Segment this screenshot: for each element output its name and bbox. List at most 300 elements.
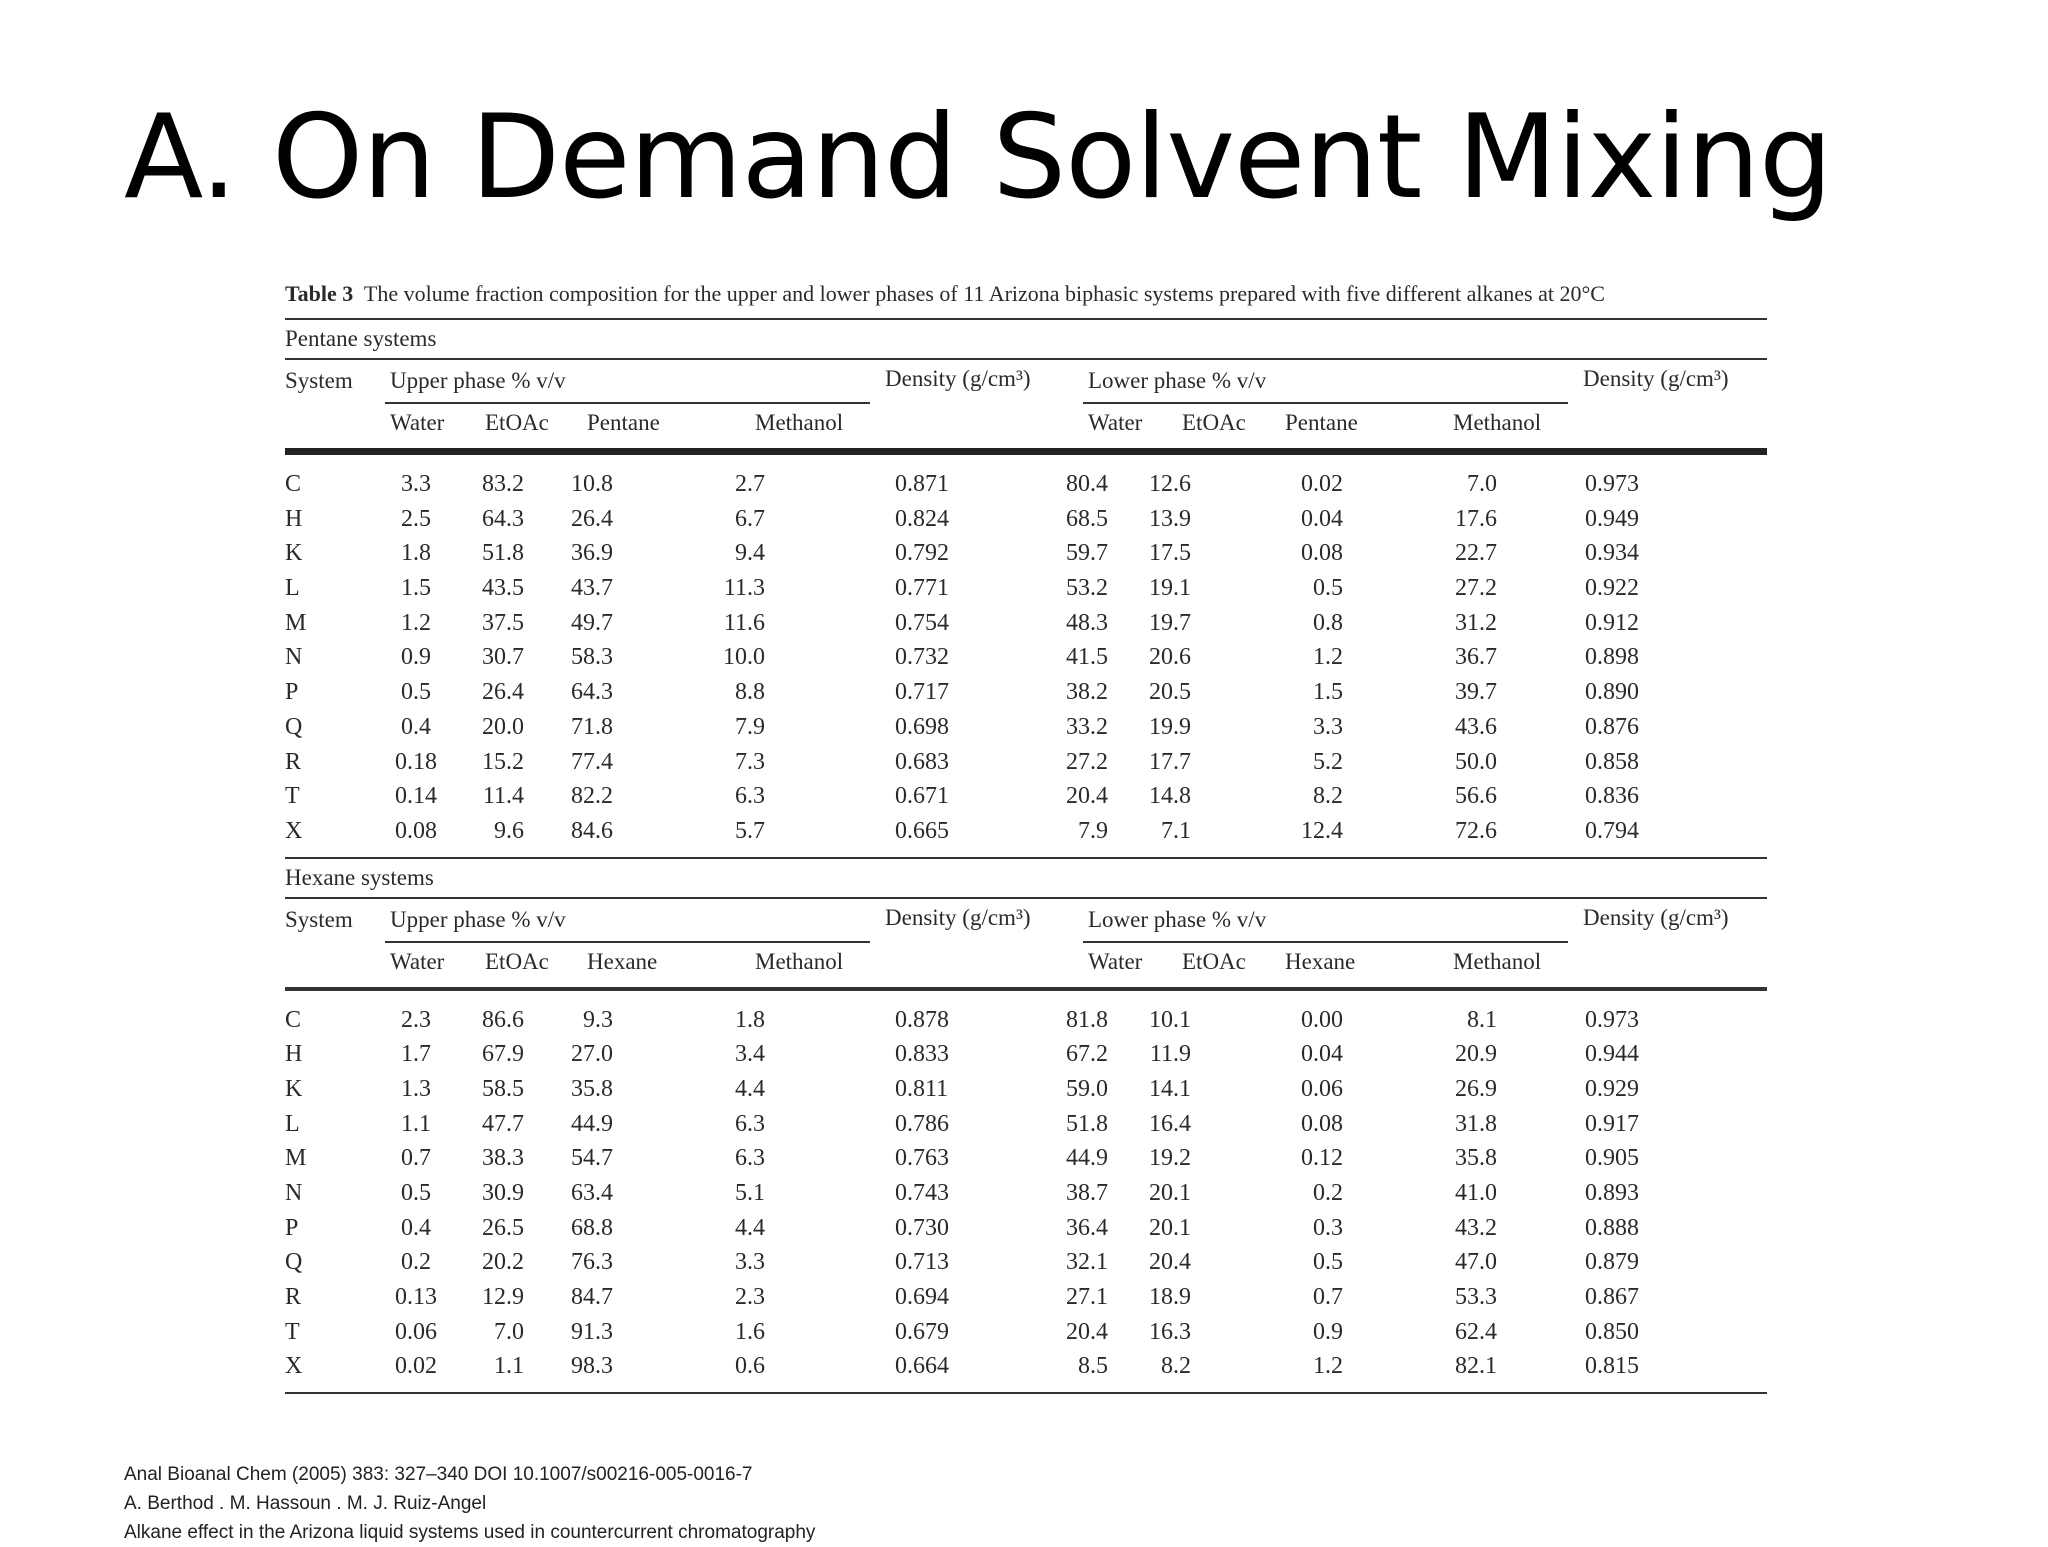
cell-lower-density: 0.890 <box>1585 679 1639 706</box>
citation-footer <box>124 1460 815 1547</box>
cell-lower-density: 0.867 <box>1585 1284 1639 1311</box>
table-row <box>285 779 1767 814</box>
cell-lower-alkane: 0.7 <box>1313 1284 1343 1311</box>
subheader-water: Water <box>390 410 445 435</box>
cell-upper-methanol: 1.8 <box>735 1006 765 1033</box>
table-row <box>285 1037 1767 1072</box>
table-row <box>285 710 1767 745</box>
table-row <box>285 1003 1767 1038</box>
citation-title: Alkane effect in the Arizona liquid systems used in countercurrent chromatography <box>124 1522 816 1543</box>
cell-lower-density: 0.973 <box>1585 471 1639 497</box>
cell-lower-etoac: 12.6 <box>1149 471 1191 497</box>
cell-upper-water: 3.3 <box>401 471 431 497</box>
cell-system: C <box>285 1006 302 1033</box>
table-caption-text: The volume fraction composition for the upper and lower phases of 11 Arizona biphasic systems prepared with five different alkanes at 20°C <box>363 281 1605 306</box>
cell-upper-alkane: 27.0 <box>571 1041 613 1068</box>
cell-lower-methanol: 41.0 <box>1455 1180 1497 1206</box>
section-hexane <box>285 857 1767 1395</box>
cell-upper-methanol: 9.4 <box>735 540 765 567</box>
cell-upper-water: 0.2 <box>401 1249 431 1276</box>
cell-upper-water: 0.08 <box>395 817 437 844</box>
cell-lower-methanol: 43.6 <box>1455 713 1497 740</box>
cell-upper-alkane: 63.4 <box>571 1180 613 1206</box>
table-row <box>285 1280 1767 1315</box>
table-header <box>285 899 1767 987</box>
subheader-etoac: EtOAc <box>485 948 549 974</box>
cell-upper-methanol: 8.8 <box>735 679 765 706</box>
subheader-etoac: EtOAc <box>1182 410 1246 435</box>
cell-lower-etoac: 19.9 <box>1149 713 1191 740</box>
cell-lower-etoac: 10.1 <box>1149 1006 1191 1033</box>
cell-lower-alkane: 1.2 <box>1313 644 1343 671</box>
cell-system: M <box>285 1145 307 1172</box>
header-lower-phase: Lower phase % v/v <box>1088 906 1267 932</box>
cell-upper-alkane: 84.7 <box>571 1284 613 1311</box>
cell-upper-density: 0.754 <box>895 609 949 636</box>
header-upper-phase: Upper phase % v/v <box>390 368 566 393</box>
cell-lower-alkane: 0.9 <box>1313 1318 1343 1345</box>
cell-lower-methanol: 50.0 <box>1455 748 1497 775</box>
subheader-water: Water <box>390 948 445 974</box>
cell-system: X <box>285 817 303 844</box>
cell-upper-density: 0.878 <box>895 1006 949 1033</box>
cell-upper-water: 0.13 <box>395 1284 437 1311</box>
cell-lower-methanol: 20.9 <box>1455 1041 1497 1068</box>
table-row <box>285 1315 1767 1350</box>
subheader-methanol: Methanol <box>755 948 844 974</box>
cell-lower-methanol: 47.0 <box>1455 1249 1497 1276</box>
table-row <box>285 640 1767 675</box>
table-caption <box>285 280 1767 308</box>
cell-upper-etoac: 26.4 <box>482 679 524 706</box>
cell-upper-alkane: 76.3 <box>571 1249 613 1276</box>
cell-upper-etoac: 30.7 <box>482 644 524 671</box>
cell-upper-density: 0.679 <box>895 1318 949 1345</box>
cell-upper-methanol: 2.7 <box>735 471 765 497</box>
cell-lower-etoac: 17.7 <box>1149 748 1191 775</box>
cell-lower-methanol: 56.6 <box>1455 783 1497 810</box>
cell-upper-alkane: 49.7 <box>571 609 613 636</box>
cell-upper-methanol: 0.6 <box>735 1353 765 1380</box>
cell-upper-alkane: 9.3 <box>583 1006 613 1033</box>
header-density-upper: Density (g/cm³) <box>885 904 1031 930</box>
cell-upper-water: 0.9 <box>401 644 431 671</box>
cell-upper-density: 0.833 <box>895 1041 949 1068</box>
cell-upper-methanol: 4.4 <box>735 1214 765 1241</box>
cell-lower-density: 0.944 <box>1585 1041 1639 1068</box>
cell-system: R <box>285 748 302 775</box>
cell-upper-etoac: 83.2 <box>482 471 524 497</box>
cell-lower-alkane: 0.00 <box>1301 1006 1343 1033</box>
cell-upper-etoac: 37.5 <box>482 609 524 636</box>
cell-system: P <box>285 679 299 706</box>
header-lower-phase: Lower phase % v/v <box>1088 368 1267 393</box>
cell-upper-water: 0.4 <box>401 1214 431 1241</box>
cell-upper-etoac: 20.2 <box>482 1249 524 1276</box>
cell-upper-density: 0.871 <box>895 471 949 497</box>
table-row <box>285 814 1767 849</box>
cell-lower-alkane: 8.2 <box>1313 783 1343 810</box>
cell-upper-methanol: 2.3 <box>735 1284 765 1311</box>
cell-system: H <box>285 1041 303 1068</box>
cell-lower-water: 51.8 <box>1066 1110 1108 1137</box>
cell-lower-water: 32.1 <box>1066 1249 1108 1276</box>
cell-lower-water: 36.4 <box>1066 1214 1108 1241</box>
cell-upper-density: 0.771 <box>895 575 949 602</box>
cell-lower-methanol: 62.4 <box>1455 1318 1497 1345</box>
cell-lower-etoac: 18.9 <box>1149 1284 1191 1311</box>
cell-upper-etoac: 26.5 <box>482 1214 524 1241</box>
cell-upper-alkane: 77.4 <box>571 748 613 775</box>
cell-upper-water: 1.8 <box>401 540 431 567</box>
cell-lower-methanol: 35.8 <box>1455 1145 1497 1172</box>
cell-lower-alkane: 0.12 <box>1301 1145 1343 1172</box>
cell-lower-etoac: 20.4 <box>1149 1249 1191 1276</box>
header-density-lower: Density (g/cm³) <box>1583 904 1729 930</box>
cell-system: K <box>285 1075 303 1102</box>
cell-upper-water: 0.18 <box>395 748 437 775</box>
table-row <box>285 1176 1767 1211</box>
cell-upper-etoac: 20.0 <box>482 713 524 740</box>
table-row <box>285 675 1767 710</box>
cell-upper-methanol: 5.7 <box>735 817 765 844</box>
cell-upper-density: 0.713 <box>895 1249 949 1276</box>
cell-lower-density: 0.949 <box>1585 505 1639 532</box>
cell-upper-etoac: 64.3 <box>482 505 524 532</box>
cell-lower-etoac: 7.1 <box>1161 817 1191 844</box>
cell-upper-water: 0.7 <box>401 1145 431 1172</box>
cell-upper-water: 0.14 <box>395 783 437 810</box>
cell-lower-alkane: 0.8 <box>1313 609 1343 636</box>
cell-upper-methanol: 6.3 <box>735 1145 765 1172</box>
cell-lower-water: 38.2 <box>1066 679 1108 706</box>
cell-upper-water: 1.3 <box>401 1075 431 1102</box>
cell-upper-water: 0.02 <box>395 1353 437 1380</box>
cell-upper-alkane: 68.8 <box>571 1214 613 1241</box>
cell-system: Q <box>285 1249 303 1276</box>
cell-lower-methanol: 7.0 <box>1467 471 1497 497</box>
subheader-water: Water <box>1088 410 1143 435</box>
cell-lower-alkane: 0.06 <box>1301 1075 1343 1102</box>
subheader-alkane: Hexane <box>1285 948 1356 974</box>
cell-lower-density: 0.905 <box>1585 1145 1639 1172</box>
cell-lower-water: 8.5 <box>1078 1353 1108 1380</box>
cell-upper-etoac: 47.7 <box>482 1110 524 1137</box>
cell-lower-alkane: 3.3 <box>1313 713 1343 740</box>
cell-lower-density: 0.850 <box>1585 1318 1639 1345</box>
cell-lower-methanol: 22.7 <box>1455 540 1497 567</box>
subheader-water: Water <box>1088 948 1143 974</box>
cell-lower-density: 0.898 <box>1585 644 1639 671</box>
subheader-etoac: EtOAc <box>485 410 549 435</box>
cell-upper-methanol: 7.9 <box>735 713 765 740</box>
cell-upper-alkane: 44.9 <box>571 1110 613 1137</box>
cell-lower-etoac: 19.7 <box>1149 609 1191 636</box>
cell-lower-etoac: 14.8 <box>1149 783 1191 810</box>
table-row <box>285 467 1767 502</box>
slide-title: A. On Demand Solvent Mixing <box>124 90 1832 225</box>
cell-lower-alkane: 0.04 <box>1301 505 1343 532</box>
table-row <box>285 1245 1767 1280</box>
cell-system: N <box>285 1180 303 1206</box>
cell-lower-density: 0.917 <box>1585 1110 1639 1137</box>
cell-upper-etoac: 1.1 <box>494 1353 524 1380</box>
cell-lower-methanol: 43.2 <box>1455 1214 1497 1241</box>
cell-lower-etoac: 20.5 <box>1149 679 1191 706</box>
cell-lower-etoac: 14.1 <box>1149 1075 1191 1102</box>
cell-lower-alkane: 1.2 <box>1313 1353 1343 1380</box>
cell-upper-methanol: 5.1 <box>735 1180 765 1206</box>
cell-upper-density: 0.671 <box>895 783 949 810</box>
section-title: Hexane systems <box>285 864 434 890</box>
cell-system: H <box>285 505 303 532</box>
table-body <box>285 455 1767 857</box>
table-row <box>285 745 1767 780</box>
cell-lower-water: 7.9 <box>1078 817 1108 844</box>
cell-upper-density: 0.732 <box>895 644 949 671</box>
data-table-figure <box>285 280 1767 1394</box>
cell-lower-etoac: 11.9 <box>1149 1041 1191 1068</box>
cell-lower-water: 59.7 <box>1066 540 1108 567</box>
citation-journal: Anal Bioanal Chem (2005) 383: 327–340 DOI 10.1007/s00216-005-0016-7 <box>124 1464 753 1485</box>
cell-upper-methanol: 3.3 <box>735 1249 765 1276</box>
cell-system: X <box>285 1353 303 1380</box>
cell-lower-alkane: 12.4 <box>1301 817 1343 844</box>
header-upper-phase: Upper phase % v/v <box>390 906 566 932</box>
cell-upper-methanol: 1.6 <box>735 1318 765 1345</box>
cell-upper-alkane: 43.7 <box>571 575 613 602</box>
cell-upper-methanol: 6.3 <box>735 783 765 810</box>
cell-lower-etoac: 13.9 <box>1149 505 1191 532</box>
cell-upper-density: 0.811 <box>895 1075 949 1102</box>
table-caption-label: Table 3 <box>285 281 354 306</box>
cell-lower-etoac: 20.6 <box>1149 644 1191 671</box>
cell-lower-density: 0.934 <box>1585 540 1639 567</box>
cell-system: T <box>285 783 300 810</box>
table-row <box>285 1211 1767 1246</box>
cell-lower-methanol: 72.6 <box>1455 817 1497 844</box>
cell-lower-water: 53.2 <box>1066 575 1108 602</box>
cell-lower-alkane: 1.5 <box>1313 679 1343 706</box>
cell-lower-methanol: 31.2 <box>1455 609 1497 636</box>
cell-upper-density: 0.730 <box>895 1214 949 1241</box>
cell-lower-alkane: 5.2 <box>1313 748 1343 775</box>
cell-upper-density: 0.743 <box>895 1180 949 1206</box>
cell-upper-density: 0.717 <box>895 679 949 706</box>
cell-lower-methanol: 53.3 <box>1455 1284 1497 1311</box>
cell-upper-water: 0.4 <box>401 713 431 740</box>
cell-lower-water: 81.8 <box>1066 1006 1108 1033</box>
cell-lower-water: 38.7 <box>1066 1180 1108 1206</box>
table-header <box>285 360 1767 448</box>
table-row <box>285 502 1767 537</box>
cell-upper-density: 0.683 <box>895 748 949 775</box>
cell-lower-water: 59.0 <box>1066 1075 1108 1102</box>
cell-upper-methanol: 6.3 <box>735 1110 765 1137</box>
citation-authors: A. Berthod . M. Hassoun . M. J. Ruiz-Angel <box>124 1493 487 1514</box>
subheader-alkane: Pentane <box>587 410 660 435</box>
cell-upper-methanol: 10.0 <box>723 644 765 671</box>
cell-upper-water: 0.5 <box>401 679 431 706</box>
cell-lower-alkane: 0.08 <box>1301 540 1343 567</box>
cell-lower-density: 0.858 <box>1585 748 1639 775</box>
cell-upper-methanol: 3.4 <box>735 1041 765 1068</box>
header-density-lower: Density (g/cm³) <box>1583 366 1729 391</box>
cell-upper-density: 0.665 <box>895 817 949 844</box>
table-body <box>285 991 1767 1393</box>
cell-lower-methanol: 82.1 <box>1455 1353 1497 1380</box>
cell-lower-water: 20.4 <box>1066 1318 1108 1345</box>
cell-upper-etoac: 11.4 <box>482 783 524 810</box>
cell-lower-water: 33.2 <box>1066 713 1108 740</box>
cell-lower-density: 0.922 <box>1585 575 1639 602</box>
cell-upper-density: 0.792 <box>895 540 949 567</box>
cell-lower-water: 48.3 <box>1066 609 1108 636</box>
cell-lower-water: 20.4 <box>1066 783 1108 810</box>
table-row <box>285 1141 1767 1176</box>
header-density-upper: Density (g/cm³) <box>885 366 1031 391</box>
cell-upper-alkane: 84.6 <box>571 817 613 844</box>
cell-lower-density: 0.929 <box>1585 1075 1639 1102</box>
cell-lower-density: 0.912 <box>1585 609 1639 636</box>
cell-lower-etoac: 19.1 <box>1149 575 1191 602</box>
cell-upper-etoac: 67.9 <box>482 1041 524 1068</box>
table-row <box>285 1072 1767 1107</box>
subheader-alkane: Pentane <box>1285 410 1358 435</box>
cell-system: K <box>285 540 303 567</box>
table-row <box>285 1349 1767 1384</box>
cell-lower-density: 0.836 <box>1585 783 1639 810</box>
cell-upper-density: 0.664 <box>895 1353 949 1380</box>
cell-lower-alkane: 0.04 <box>1301 1041 1343 1068</box>
cell-upper-water: 1.7 <box>401 1041 431 1068</box>
cell-lower-etoac: 20.1 <box>1149 1180 1191 1206</box>
cell-upper-methanol: 7.3 <box>735 748 765 775</box>
cell-upper-alkane: 54.7 <box>571 1145 613 1172</box>
subheader-methanol: Methanol <box>1453 948 1542 974</box>
cell-upper-etoac: 9.6 <box>494 817 524 844</box>
cell-system: T <box>285 1318 300 1345</box>
cell-lower-methanol: 26.9 <box>1455 1075 1497 1102</box>
cell-upper-etoac: 43.5 <box>482 575 524 602</box>
cell-upper-etoac: 86.6 <box>482 1006 524 1033</box>
cell-system: M <box>285 609 307 636</box>
cell-system: L <box>285 1110 300 1137</box>
cell-lower-etoac: 20.1 <box>1149 1214 1191 1241</box>
cell-lower-methanol: 17.6 <box>1455 505 1497 532</box>
cell-upper-etoac: 38.3 <box>482 1145 524 1172</box>
cell-system: C <box>285 471 302 497</box>
cell-upper-density: 0.698 <box>895 713 949 740</box>
cell-upper-density: 0.786 <box>895 1110 949 1137</box>
cell-lower-water: 44.9 <box>1066 1145 1108 1172</box>
cell-lower-density: 0.893 <box>1585 1180 1639 1206</box>
subheader-methanol: Methanol <box>1453 410 1542 435</box>
cell-lower-alkane: 0.02 <box>1301 471 1343 497</box>
cell-lower-etoac: 17.5 <box>1149 540 1191 567</box>
cell-lower-etoac: 16.4 <box>1149 1110 1191 1137</box>
cell-lower-methanol: 39.7 <box>1455 679 1497 706</box>
cell-lower-alkane: 0.3 <box>1313 1214 1343 1241</box>
header-system: System <box>285 368 353 393</box>
table-row <box>285 571 1767 606</box>
cell-lower-density: 0.815 <box>1585 1353 1639 1380</box>
cell-lower-water: 27.1 <box>1066 1284 1108 1311</box>
cell-lower-alkane: 0.2 <box>1313 1180 1343 1206</box>
cell-upper-water: 2.5 <box>401 505 431 532</box>
cell-upper-alkane: 91.3 <box>571 1318 613 1345</box>
cell-lower-water: 67.2 <box>1066 1041 1108 1068</box>
cell-lower-density: 0.879 <box>1585 1249 1639 1276</box>
cell-lower-water: 80.4 <box>1066 471 1108 497</box>
cell-upper-alkane: 71.8 <box>571 713 613 740</box>
cell-upper-alkane: 82.2 <box>571 783 613 810</box>
cell-lower-water: 68.5 <box>1066 505 1108 532</box>
cell-lower-etoac: 8.2 <box>1161 1353 1191 1380</box>
cell-system: R <box>285 1284 302 1311</box>
cell-lower-alkane: 0.5 <box>1313 1249 1343 1276</box>
cell-upper-etoac: 58.5 <box>482 1075 524 1102</box>
cell-upper-alkane: 58.3 <box>571 644 613 671</box>
cell-upper-methanol: 4.4 <box>735 1075 765 1102</box>
cell-upper-alkane: 36.9 <box>571 540 613 567</box>
cell-upper-water: 1.1 <box>401 1110 431 1137</box>
cell-upper-etoac: 30.9 <box>482 1180 524 1206</box>
cell-upper-methanol: 6.7 <box>735 505 765 532</box>
cell-upper-etoac: 51.8 <box>482 540 524 567</box>
cell-upper-water: 1.5 <box>401 575 431 602</box>
table-row <box>285 536 1767 571</box>
subheader-alkane: Hexane <box>587 948 658 974</box>
cell-lower-density: 0.888 <box>1585 1214 1639 1241</box>
cell-upper-etoac: 12.9 <box>482 1284 524 1311</box>
cell-upper-etoac: 7.0 <box>494 1318 524 1345</box>
cell-lower-etoac: 16.3 <box>1149 1318 1191 1345</box>
cell-system: N <box>285 644 303 671</box>
cell-lower-water: 27.2 <box>1066 748 1108 775</box>
cell-lower-density: 0.794 <box>1585 817 1639 844</box>
cell-lower-methanol: 27.2 <box>1455 575 1497 602</box>
cell-upper-water: 0.5 <box>401 1180 431 1206</box>
cell-upper-water: 2.3 <box>401 1006 431 1033</box>
cell-lower-water: 41.5 <box>1066 644 1108 671</box>
cell-system: P <box>285 1214 299 1241</box>
cell-upper-alkane: 64.3 <box>571 679 613 706</box>
cell-system: Q <box>285 713 303 740</box>
cell-upper-density: 0.694 <box>895 1284 949 1311</box>
cell-upper-etoac: 15.2 <box>482 748 524 775</box>
cell-upper-water: 0.06 <box>395 1318 437 1345</box>
cell-lower-alkane: 0.5 <box>1313 575 1343 602</box>
cell-upper-alkane: 26.4 <box>571 505 613 532</box>
table-row <box>285 606 1767 641</box>
cell-upper-methanol: 11.6 <box>723 609 765 636</box>
section-pentane <box>285 318 1767 857</box>
subheader-methanol: Methanol <box>755 410 844 435</box>
table-row <box>285 1107 1767 1142</box>
cell-upper-water: 1.2 <box>401 609 431 636</box>
subheader-etoac: EtOAc <box>1182 948 1246 974</box>
cell-lower-methanol: 36.7 <box>1455 644 1497 671</box>
cell-upper-alkane: 98.3 <box>571 1353 613 1380</box>
cell-upper-alkane: 10.8 <box>571 471 613 497</box>
cell-lower-etoac: 19.2 <box>1149 1145 1191 1172</box>
cell-upper-alkane: 35.8 <box>571 1075 613 1102</box>
cell-lower-density: 0.973 <box>1585 1006 1639 1033</box>
cell-lower-methanol: 8.1 <box>1467 1006 1497 1033</box>
cell-upper-methanol: 11.3 <box>723 575 765 602</box>
cell-lower-methanol: 31.8 <box>1455 1110 1497 1137</box>
